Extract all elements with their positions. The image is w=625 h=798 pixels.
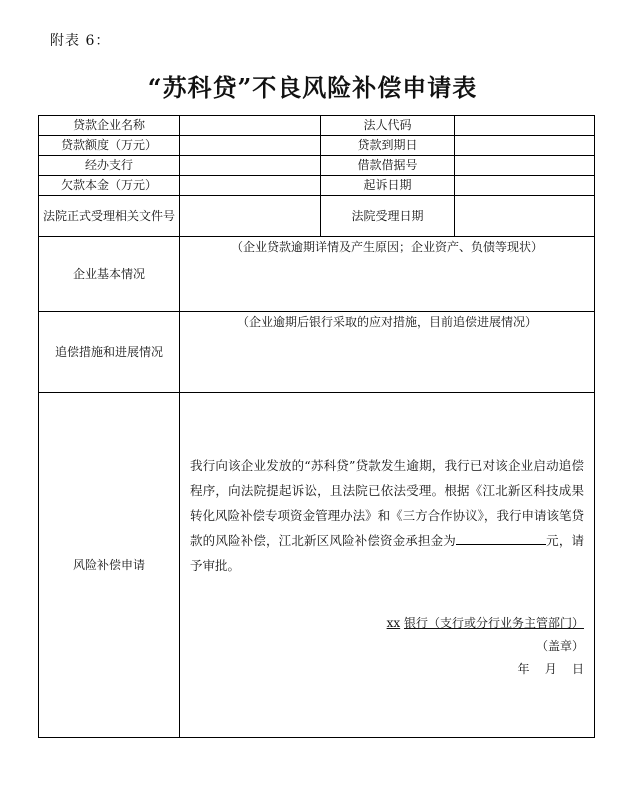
table-row bbox=[39, 393, 595, 738]
loan-due-date-cell[interactable] bbox=[455, 136, 595, 156]
bank-prefix: xx bbox=[386, 616, 401, 631]
field-label-lawsuit-date: 起诉日期 bbox=[321, 176, 455, 196]
court-doc-no-cell[interactable] bbox=[180, 196, 321, 237]
field-label-branch: 经办支行 bbox=[39, 156, 180, 176]
field-label-principal-owed: 欠款本金（万元） bbox=[39, 176, 180, 196]
table-row bbox=[39, 312, 595, 393]
loan-receipt-no-cell[interactable] bbox=[455, 156, 595, 176]
date-line: 年 月 日 bbox=[517, 661, 584, 676]
field-label-court-doc-no: 法院正式受理相关文件号 bbox=[39, 196, 180, 237]
field-label-company-name: 贷款企业名称 bbox=[39, 116, 180, 136]
field-label-loan-receipt-no: 借款借据号 bbox=[321, 156, 455, 176]
principal-owed-cell[interactable] bbox=[180, 176, 321, 196]
table-row bbox=[39, 116, 595, 136]
table-row bbox=[39, 196, 595, 237]
recovery-cell[interactable] bbox=[180, 312, 595, 393]
field-label-court-accept-date: 法院受理日期 bbox=[321, 196, 455, 237]
field-label-application: 风险补偿申请 bbox=[39, 393, 180, 738]
application-statement bbox=[184, 453, 590, 578]
application-form-table bbox=[38, 115, 595, 738]
table-row bbox=[39, 156, 595, 176]
table-row bbox=[39, 136, 595, 156]
bank-signature-block bbox=[184, 612, 590, 680]
field-label-loan-amount: 贷款额度（万元） bbox=[39, 136, 180, 156]
statement-text: 我行向该企业发放的“苏科贷”贷款发生逾期，我行已对该企业启动追偿程序，向法院提起诉讼，且法院已依法受理。根据《江北新区科技成果转化风险补偿专项资金管理办法》和《三方合作协议》，我行申请该笔贷款的风险补偿，江北新区风险补偿资金承担金为 bbox=[190, 458, 584, 549]
field-label-recovery: 追偿措施和进展情况 bbox=[39, 312, 180, 393]
branch-cell[interactable] bbox=[180, 156, 321, 176]
recovery-hint: （企业逾期后银行采取的应对措施，目前追偿进展情况） bbox=[236, 315, 537, 329]
loan-amount-cell[interactable] bbox=[180, 136, 321, 156]
bank-name-line bbox=[184, 612, 584, 635]
bank-name: 银行（支行或分行业务主管部门） bbox=[403, 616, 584, 631]
company-info-hint: （企业贷款逾期详情及产生原因；企业资产、负债等现状） bbox=[230, 240, 543, 254]
form-title: “苏科贷”不良风险补偿申请表 bbox=[147, 73, 478, 102]
field-label-legal-code: 法人代码 bbox=[321, 116, 455, 136]
table-row bbox=[39, 237, 595, 312]
company-name-cell[interactable] bbox=[180, 116, 321, 136]
attachment-label: 附表 6： bbox=[50, 33, 111, 49]
seal-text: （盖章） bbox=[535, 639, 584, 654]
field-label-loan-due-date: 贷款到期日 bbox=[321, 136, 455, 156]
court-accept-date-cell[interactable] bbox=[455, 196, 595, 237]
application-cell[interactable] bbox=[180, 393, 595, 738]
amount-blank[interactable] bbox=[456, 530, 546, 545]
lawsuit-date-cell[interactable] bbox=[455, 176, 595, 196]
table-row bbox=[39, 176, 595, 196]
legal-code-cell[interactable] bbox=[455, 116, 595, 136]
company-info-cell[interactable] bbox=[180, 237, 595, 312]
statement-tail: 元，请予审批。 bbox=[190, 533, 584, 574]
field-label-company-info: 企业基本情况 bbox=[39, 237, 180, 312]
